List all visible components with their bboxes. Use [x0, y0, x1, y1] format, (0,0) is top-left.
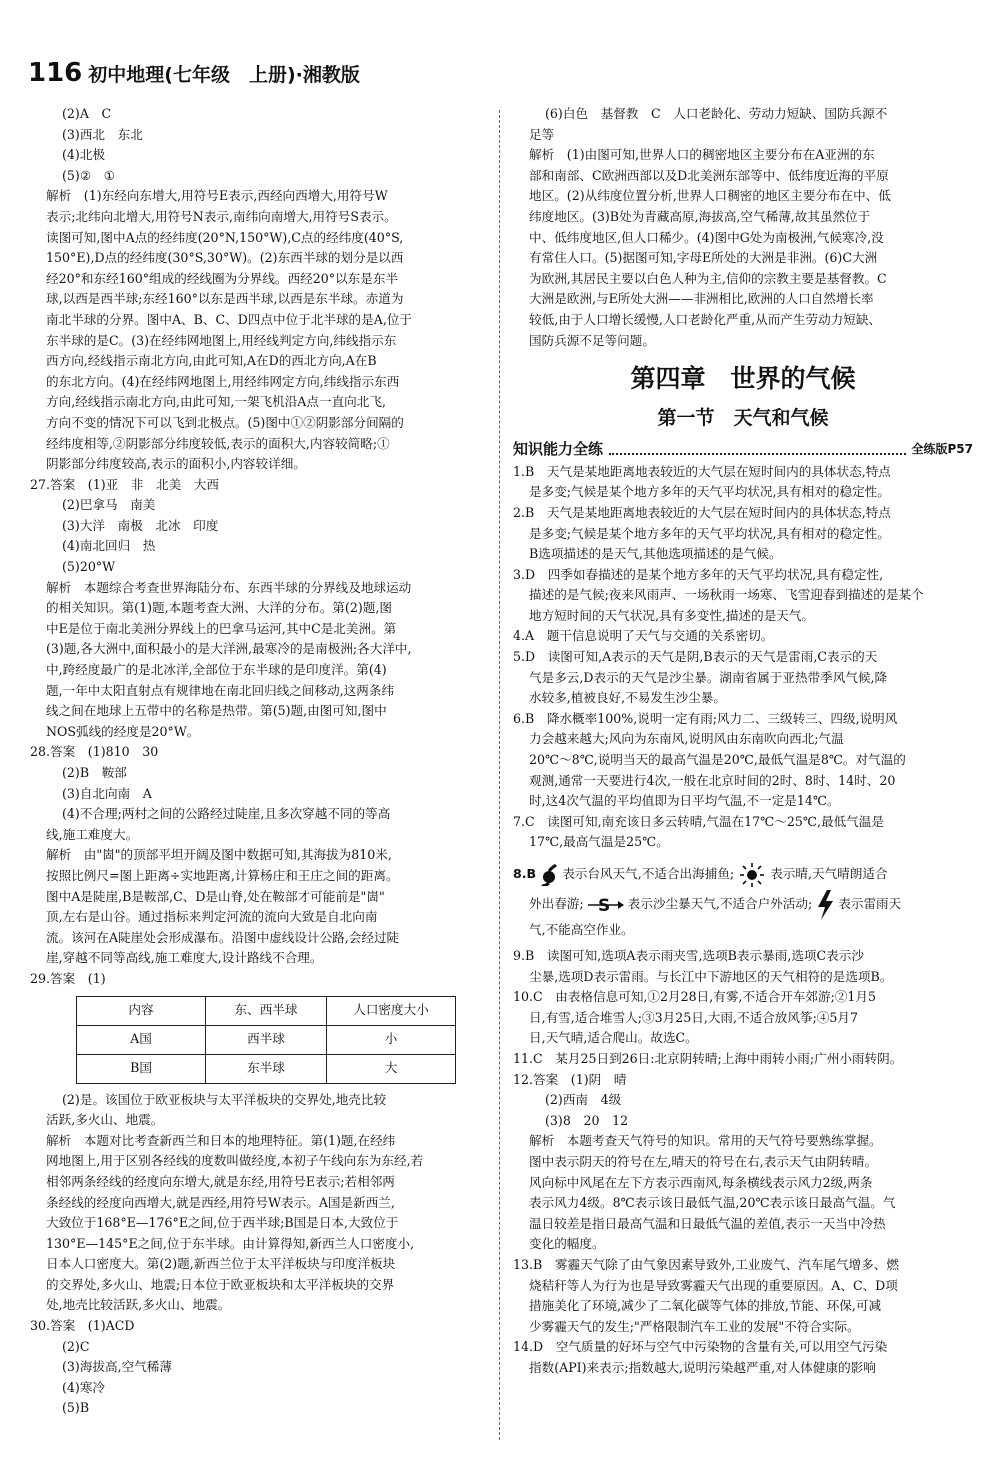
table-cell: 大 — [327, 1054, 456, 1083]
text-line: 2.B 天气是某地距离地表较近的大气层在短时间内的具体状态,特点 — [513, 504, 891, 520]
text-line: 烧秸秆等人为行为也是导致雾霾天气出现的重要原因。A、C、D项 — [529, 1277, 898, 1293]
left-column — [30, 104, 488, 1419]
text-line: 日,天气晴,适合爬山。故选C。 — [529, 1030, 698, 1046]
text-line: 4.A 题干信息说明了天气与交通的关系密切。 — [513, 628, 774, 644]
text-line: 国防兵源不足等问题。 — [529, 332, 655, 348]
text-line: 大洲是欧洲,与E所处大洲——非洲相比,欧洲的人口自然增长率 — [529, 291, 874, 307]
text-line: 描述的是气候;夜来风雨声、一场秋雨一场寒、飞雪迎春到描述的是某个 — [529, 587, 924, 603]
text-line: 是多变;气候是某个地方多年的天气平均状况,具有相对的稳定性。 — [529, 484, 890, 500]
text-line: 的相关知识。第(1)题,本题考查大洲、大洋的分布。第(2)题,图 — [46, 600, 392, 616]
text-line: 球,以西是西半球;东经160°以东是西半球,以西是东半球。赤道为 — [46, 291, 404, 307]
text-line: 按照比例尺=图上距离÷实地距离,计算杨庄和王庄之间的距离。 — [46, 867, 399, 883]
text-line: 气是多云,D表示的天气是沙尘暴。湖南省属于亚热带季风气候,降 — [529, 669, 888, 685]
text-line: B选项描述的是天气,其他选项描述的是气候。 — [529, 546, 782, 562]
text-line: 中、低纬度地区,但人口稀少。(4)图中G处为南极洲,气候寒冷,没 — [529, 229, 884, 245]
text-line: 尘暴,选项D表示雷雨。与长江中下游地区的天气相符的是选项B。 — [529, 968, 893, 984]
sunny-icon — [738, 863, 766, 887]
sandstorm-icon — [588, 895, 624, 915]
text-line: 1.B 天气是某地距离地表较近的大气层在短时间内的具体状态,特点 — [513, 463, 891, 479]
population-table — [76, 996, 456, 1084]
text-line: 网地图上,用于区别各经线的度数叫做经度,本初子午线向东为东经,若 — [46, 1153, 424, 1169]
text-line: 观测,通常一天要进行4次,一般在北京时间的2时、8时、14时、20 — [529, 772, 896, 788]
dotted-leader — [609, 453, 905, 455]
q8-number: 8.B — [513, 866, 537, 881]
text-line: 9.B 读图可知,选项A表示雨夹雪,选项B表示暴雨,选项C表示沙 — [513, 948, 864, 964]
table-cell: A国 — [77, 1025, 206, 1054]
text-line: 处,地壳比较活跃,多火山、地震。 — [46, 1297, 231, 1313]
table-row — [77, 1025, 456, 1054]
text-line: 的交界处,多火山、地震;日本位于欧亚板块和太平洋板块的交界 — [46, 1276, 395, 1292]
q8-text: 表示沙尘暴天气,不适合户外活动; — [627, 896, 813, 911]
text-line: 条经线的经度向西增大,就是西经,用符号W表示。A国是新西兰, — [46, 1194, 395, 1210]
text-line: 27.答案 (1)亚 非 北美 大西 — [30, 476, 219, 492]
table-cell: B国 — [77, 1054, 206, 1083]
text-line: (2)C — [62, 1338, 90, 1354]
table-cell: 小 — [327, 1025, 456, 1054]
question-8 — [513, 859, 973, 940]
text-line: 题,一年中太阳直射点有规律地在南北回归线之间移动,这两条纬 — [46, 682, 395, 698]
text-line: 经20°和东经160°组成的经线圈为分界线。西经20°以东是东半 — [46, 270, 399, 286]
text-line: 表示;北纬向北增大,用符号N表示,南纬向南增大,用符号S表示。 — [46, 208, 397, 224]
table-header-row — [77, 996, 456, 1025]
text-line: 29.答案 (1) — [30, 970, 106, 986]
knowledge-bar-ref: 全练版P57 — [911, 442, 973, 457]
text-line: 解析 本题对比考查新西兰和日本的地理特征。第(1)题,在经纬 — [46, 1132, 396, 1148]
text-line: 力会越来越大;风向为东南风,说明风由东南吹向西北;气温 — [529, 731, 844, 747]
text-line: 是多变;气候是某个地方多年的天气平均状况,具有相对的稳定性。 — [529, 525, 890, 541]
text-line: 阴影部分纬度较高,表示的面积小,内容较详细。 — [46, 456, 306, 472]
knowledge-bar-label: 知识能力全练 — [513, 440, 604, 459]
text-line: 温日较差是指日最高气温和日最低气温的差值,表示一天当中冷热 — [529, 1215, 886, 1231]
text-line: 活跃,多火山、地震。 — [46, 1112, 164, 1128]
text-line: (4)北极 — [62, 147, 106, 163]
text-line: 方向不变的情况下可以飞到北极点。(5)图中①②阴影部分间隔的 — [46, 414, 404, 430]
table-cell: 东半球 — [206, 1054, 327, 1083]
text-line: (3)题,各大洲中,面积最小的是大洋洲,最寒冷的是南极洲;各大洋中, — [46, 641, 412, 657]
text-line: 风向标中风尾在左下方表示西南风,每条横线表示风力2级,两条 — [529, 1174, 873, 1190]
text-line: 地方短时间的天气状况,具有多变性,描述的是天气。 — [529, 607, 815, 623]
table-header-cell: 人口密度大小 — [327, 996, 456, 1025]
text-line: (3)西北 东北 — [62, 126, 143, 142]
text-line: 7.C 读图可知,南充该日多云转晴,气温在17℃～25℃,最低气温是 — [513, 813, 884, 829]
text-line: (5)② ① — [62, 167, 116, 183]
text-line: (4)南北回归 热 — [62, 538, 156, 554]
text-line: 的东北方向。(4)在经纬网地图上,用经纬网定方向,纬线指示东西 — [46, 373, 400, 389]
text-line: 西方向,经线指示南北方向,由此可知,A在D的西北方向,A在B — [46, 353, 377, 369]
text-line: 纬度地区。(3)B处为青藏高原,海拔高,空气稀薄,故其虽然位于 — [529, 208, 871, 224]
q8-text: 气,不能高空作业。 — [529, 921, 634, 937]
text-line: (3)自北向南 A — [62, 785, 152, 801]
q8-text: 外出春游; — [529, 896, 584, 911]
text-line: 水较多,植被良好,不易发生沙尘暴。 — [529, 690, 726, 706]
text-line: (2)A C — [62, 106, 112, 121]
text-line: (5)20°W — [62, 559, 116, 575]
text-line: 地区。(2)从纬度位置分析,世界人口稠密的地区主要分布在中、低 — [529, 188, 891, 204]
text-line: (2)西南 4级 — [545, 1092, 622, 1108]
table-header-cell: 内容 — [77, 996, 206, 1025]
text-line: 表示风力4级。8℃表示该日最低气温,20℃表示该日最高气温。气 — [529, 1195, 896, 1211]
text-line: 措施美化了环境,减少了二氧化碳等气体的排放,节能、环保,可减 — [529, 1298, 882, 1314]
text-line: (2)是。该国位于欧亚板块与太平洋板块的交界处,地壳比较 — [62, 1091, 387, 1107]
text-line: (3)海拔高,空气稀薄 — [62, 1359, 172, 1375]
text-line: 为欧洲,其居民主要以白色人种为主,信仰的宗教主要是基督教。C — [529, 270, 887, 286]
text-line: 30.答案 (1)ACD — [30, 1318, 135, 1334]
text-line: 解析 由"崮"的顶部平坦开阔及图中数据可知,其海拔为810米, — [46, 847, 392, 863]
text-line: 线,施工难度大。 — [46, 826, 139, 842]
text-line: (3)8 20 12 — [545, 1112, 629, 1128]
page-number: 116 — [28, 58, 83, 88]
text-line: (3)大洋 南极 北冰 印度 — [62, 517, 219, 533]
text-line: 图中A是陡崖,B是鞍部,C、D是山脊,处在鞍部才可能前是"崮" — [46, 888, 385, 904]
text-line: 3.D 四季如春描述的是某个地方多年的天气平均状况,具有稳定性, — [513, 566, 884, 582]
chapter-title: 第四章 世界的气候 — [630, 364, 856, 394]
text-line: 解析 (1)由图可知,世界人口的稠密地区主要分布在A亚洲的东 — [529, 147, 875, 163]
text-line: 日本人口密度大。第(2)题,新西兰位于太平洋板块与印度洋板块 — [46, 1256, 396, 1272]
text-line: NOS弧线的经度是20°W。 — [46, 723, 200, 739]
text-line: 变化的幅度。 — [529, 1236, 605, 1252]
text-line: 少雾霾天气的发生;"严格限制汽车工业的发展"不符合实际。 — [529, 1318, 860, 1334]
text-line: 解析 本题综合考查世界海陆分布、东西半球的分界线及地球运动 — [46, 579, 412, 595]
book-title: 初中地理(七年级 上册)·湘教版 — [88, 64, 360, 86]
text-line: 图中表示阴天的符号在左,晴天的符号在右,表示天气由阴转晴。 — [529, 1154, 878, 1170]
section-title: 第一节 天气和气候 — [657, 407, 829, 430]
page-header — [28, 58, 360, 88]
text-line: (6)白色 基督教 C 人口老龄化、劳动力短缺、国防兵源不 — [545, 106, 888, 121]
text-line: 足等 — [529, 126, 555, 142]
q8-text: 表示晴,天气晴朗适合 — [770, 866, 888, 881]
q8-text: 表示台风天气,不适合出海捕鱼; — [562, 866, 735, 881]
text-line: 崖,穿越不同等高线,施工难度大,设计路线不合理。 — [46, 950, 323, 966]
text-line: 28.答案 (1)810 30 — [30, 744, 159, 760]
text-line: 线之间在地球上五带中的名称是热带。第(5)题,由图可知,图中 — [46, 703, 387, 719]
text-line: 较低,由于人口增长缓慢,人口老龄化严重,从而产生劳动力短缺、 — [529, 311, 882, 327]
text-line: (4)寒冷 — [62, 1379, 106, 1395]
text-line: 有常住人口。(5)据图可知,字母E所处的大洲是非洲。(6)C大洲 — [529, 250, 878, 266]
text-line: 13.B 雾霾天气除了由气象因素导致外,工业废气、汽车尾气增多、燃 — [513, 1257, 899, 1272]
q8-text: 表示雷雨天 — [838, 896, 902, 911]
text-line: 5.D 读图可知,A表示的天气是阴,B表示的天气是雷雨,C表示的天 — [513, 649, 878, 665]
text-line: 中,跨经度最广的是北冰洋,全部位于东半球的是印度洋。第(4) — [46, 662, 387, 678]
text-line: 指数(API)来表示;指数越大,说明污染越严重,对人体健康的影响 — [529, 1359, 876, 1375]
table-cell: 西半球 — [206, 1025, 327, 1054]
text-line: 顶,左右是山谷。通过指标来判定河流的流向大致是自北向南 — [46, 909, 378, 925]
text-line: 部和南部、C欧洲西部以及D北美洲东部等中、低纬度近海的平原 — [529, 167, 889, 183]
text-line: (2)巴拿马 南美 — [62, 497, 156, 513]
text-line: 大致位于168°E—176°E之间,位于西半球;B国是日本,大致位于 — [46, 1215, 399, 1231]
text-line: (4)不合理;两村之间的公路经过陡崖,且多次穿越不同的等高 — [62, 806, 391, 822]
text-line: 中E是位于南北美洲分界线上的巴拿马运河,其中C是北美洲。第 — [46, 620, 397, 636]
text-line: 相邻两条经线的经度向东增大,就是东经,用符号E表示;若相邻两 — [46, 1173, 395, 1189]
text-line: 20℃～8℃,说明当天的最高气温是20℃,最低气温是8℃。对气温的 — [529, 752, 906, 768]
column-divider — [499, 110, 500, 1440]
text-line: (5)B — [62, 1400, 90, 1416]
text-line: 经纬度相等,②阴影部分纬度较低,表示的面积大,内容较简略;① — [46, 435, 390, 451]
text-line: 方向,经线指示南北方向,由此可知,一架飞机沿A点一直向北飞, — [46, 394, 386, 410]
text-line: 150°E),D点的经纬度(30°S,30°W)。(2)东西半球的划分是以西 — [46, 250, 404, 266]
text-line: 解析 本题考查天气符号的知识。常用的天气符号要熟练掌握。 — [529, 1133, 882, 1149]
text-line: 130°E—145°E之间,位于东半球。由计算得知,新西兰人口密度小, — [46, 1235, 415, 1251]
text-line: 17℃,最高气温是25℃。 — [529, 834, 669, 850]
svg-text:S: S — [597, 895, 610, 915]
text-line: 6.B 降水概率100%,说明一定有雨;风力二、三级转三、四级,说明风 — [513, 710, 898, 726]
text-line: 时,这4次气温的平均值即为日平均气温,不一定是14℃。 — [529, 793, 840, 809]
text-line: 东半球的是C。(3)在经纬网地图上,用经线判定方向,纬线指示东 — [46, 332, 397, 348]
text-line: 读图可知,图中A点的经纬度(20°N,150°W),C点的经纬度(40°S, — [46, 229, 404, 245]
text-line: (2)B 鞍部 — [62, 765, 127, 780]
thunderstorm-icon — [816, 890, 834, 920]
text-line: 11.C 某月25日到26日:北京阴转晴;上海中雨转小雨;广州小雨转阴。 — [513, 1051, 903, 1067]
knowledge-bar — [513, 439, 973, 460]
table-row — [77, 1054, 456, 1083]
typhoon-icon — [540, 864, 558, 886]
text-line: 14.D 空气质量的好坏与空气中污染物的含量有关,可以用空气污染 — [513, 1339, 888, 1355]
table-header-cell: 东、西半球 — [206, 996, 327, 1025]
text-line: 解析 (1)东经向东增大,用符号E表示,西经向西增大,用符号W — [46, 188, 388, 204]
text-line: 日,有雪,适合堆雪人;③3月25日,大雨,不适合放风筝;④5月7 — [529, 1009, 859, 1025]
text-line: 南北半球的分界。图中A、B、C、D四点中位于北半球的是A,位于 — [46, 311, 413, 327]
text-line: 12.答案 (1)阴 晴 — [513, 1071, 627, 1087]
right-column — [513, 104, 973, 1379]
text-line: 流。该河在A陡崖处会形成瀑布。沿图中虚线设计公路,会经过陡 — [46, 929, 400, 945]
text-line: 10.C 由表格信息可知,①2月28日,有雾,不适合开车郊游;②1月5 — [513, 989, 877, 1005]
